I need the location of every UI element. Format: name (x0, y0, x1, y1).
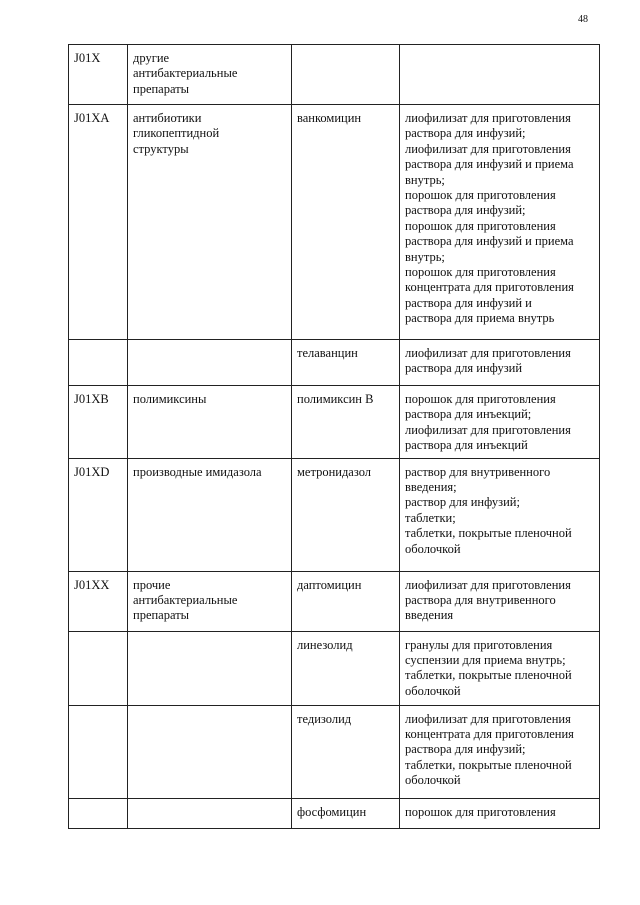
dosage-forms-cell (400, 340, 600, 386)
dosage-forms-cell-line: таблетки, покрытые пленочной (405, 526, 572, 541)
dosage-forms-cell-line: раствора для инфузий и приема (405, 157, 574, 172)
dosage-forms-cell-line: раствор для инфузий; (405, 495, 520, 510)
dosage-forms-cell-line: лиофилизат для приготовления (405, 141, 571, 156)
group-cell (128, 571, 292, 631)
drug-name-cell: телаванцин (292, 340, 400, 386)
table-row (69, 340, 600, 386)
group-cell-line: препараты (133, 81, 190, 96)
dosage-forms-cell-line: раствора для инфузий; (405, 742, 526, 757)
group-cell-line: производные имидазола (133, 464, 262, 479)
dosage-forms-cell-line: раствора для инфузий и приема (405, 234, 574, 249)
table-row (69, 105, 600, 340)
drug-name-cell: метронидазол (292, 458, 400, 571)
dosage-forms-cell-line: раствора для приема внутрь (405, 311, 555, 326)
dosage-forms-cell-line: гранулы для приготовления (405, 637, 553, 652)
page-number: 48 (578, 14, 588, 25)
dosage-forms-cell-line: оболочкой (405, 773, 461, 788)
dosage-forms-cell-line: лиофилизат для приготовления (405, 111, 571, 125)
drug-name-cell: фосфомицин (292, 798, 400, 828)
group-cell-line: гликопептидной (133, 126, 220, 141)
dosage-forms-cell-line: внутрь; (405, 249, 445, 264)
dosage-forms-cell-line: концентрата для приготовления (405, 727, 574, 742)
dosage-forms-cell-line: порошок для приготовления (405, 188, 556, 203)
group-cell-line: другие (133, 51, 170, 65)
drug-name-cell (292, 45, 400, 105)
dosage-forms-cell-line: внутрь; (405, 172, 445, 187)
group-cell-line: прочие (133, 577, 171, 592)
atc-code-cell: J01XB (69, 386, 128, 459)
dosage-forms-cell-line: таблетки; (405, 510, 456, 525)
group-cell (128, 340, 292, 386)
dosage-forms-cell-line: оболочкой (405, 683, 461, 698)
drug-name-cell: даптомицин (292, 571, 400, 631)
table-row (69, 798, 600, 828)
dosage-forms-cell-line: раствора для инфузий; (405, 126, 526, 141)
drug-name-cell: полимиксин В (292, 386, 400, 459)
dosage-forms-cell-line: раствора для инъекций; (405, 407, 532, 422)
dosage-forms-cell-line: концентрата для приготовления (405, 280, 574, 295)
dosage-forms-cell (400, 631, 600, 705)
dosage-forms-cell-line: оболочкой (405, 541, 461, 556)
dosage-forms-cell (400, 458, 600, 571)
group-cell-line: антибактериальные (133, 593, 238, 608)
dosage-forms-cell-line: раствора для внутривенного (405, 593, 556, 608)
dosage-forms-cell (400, 45, 600, 105)
group-cell (128, 386, 292, 459)
table-row (69, 705, 600, 798)
table-row (69, 571, 600, 631)
atc-code-cell (69, 340, 128, 386)
group-cell (128, 798, 292, 828)
dosage-forms-cell-line: раствора для инфузий; (405, 203, 526, 218)
dosage-forms-cell-line: раствора для инъекций (405, 438, 528, 453)
atc-code-cell: J01X (69, 45, 128, 105)
group-cell (128, 705, 292, 798)
dosage-forms-cell-line: введения; (405, 480, 457, 495)
dosage-forms-cell (400, 571, 600, 631)
dosage-forms-cell-line: порошок для приготовления (405, 804, 556, 819)
drug-name-cell: линезолид (292, 631, 400, 705)
group-cell (128, 105, 292, 340)
dosage-forms-cell-line: введения (405, 608, 454, 623)
drug-table (68, 44, 600, 829)
dosage-forms-cell-line: раствора для инфузий и (405, 295, 532, 310)
table-row (69, 458, 600, 571)
atc-code-cell (69, 798, 128, 828)
dosage-forms-cell-line: порошок для приготовления (405, 392, 556, 406)
table-row (69, 386, 600, 459)
atc-code-cell: J01XD (69, 458, 128, 571)
dosage-forms-cell (400, 798, 600, 828)
group-cell-line: структуры (133, 141, 189, 156)
group-cell (128, 45, 292, 105)
dosage-forms-cell-line: порошок для приготовления (405, 218, 556, 233)
dosage-forms-cell-line: таблетки, покрытые пленочной (405, 757, 572, 772)
dosage-forms-cell-line: суспензии для приема внутрь; (405, 653, 566, 668)
atc-code-cell (69, 705, 128, 798)
atc-code-cell: J01XA (69, 105, 128, 340)
table-row (69, 45, 600, 105)
group-cell (128, 631, 292, 705)
atc-code-cell: J01XX (69, 571, 128, 631)
dosage-forms-cell-line: лиофилизат для приготовления (405, 577, 571, 592)
drug-name-cell: ванкомицин (292, 105, 400, 340)
group-cell-line: полимиксины (133, 392, 207, 406)
dosage-forms-cell-line: порошок для приготовления (405, 265, 556, 280)
dosage-forms-cell (400, 705, 600, 798)
dosage-forms-cell (400, 105, 600, 340)
dosage-forms-cell-line: раствор для внутривенного (405, 464, 551, 479)
dosage-forms-cell (400, 386, 600, 459)
dosage-forms-cell-line: лиофилизат для приготовления (405, 422, 571, 437)
table-row (69, 631, 600, 705)
group-cell (128, 458, 292, 571)
dosage-forms-cell-line: лиофилизат для приготовления (405, 711, 571, 726)
dosage-forms-cell-line: раствора для инфузий (405, 361, 523, 376)
group-cell-line: препараты (133, 608, 190, 623)
drug-name-cell: тедизолид (292, 705, 400, 798)
group-cell-line: антибактериальные (133, 66, 238, 81)
dosage-forms-cell-line: лиофилизат для приготовления (405, 346, 571, 360)
atc-code-cell (69, 631, 128, 705)
dosage-forms-cell-line: таблетки, покрытые пленочной (405, 668, 572, 683)
group-cell-line: антибиотики (133, 111, 202, 125)
